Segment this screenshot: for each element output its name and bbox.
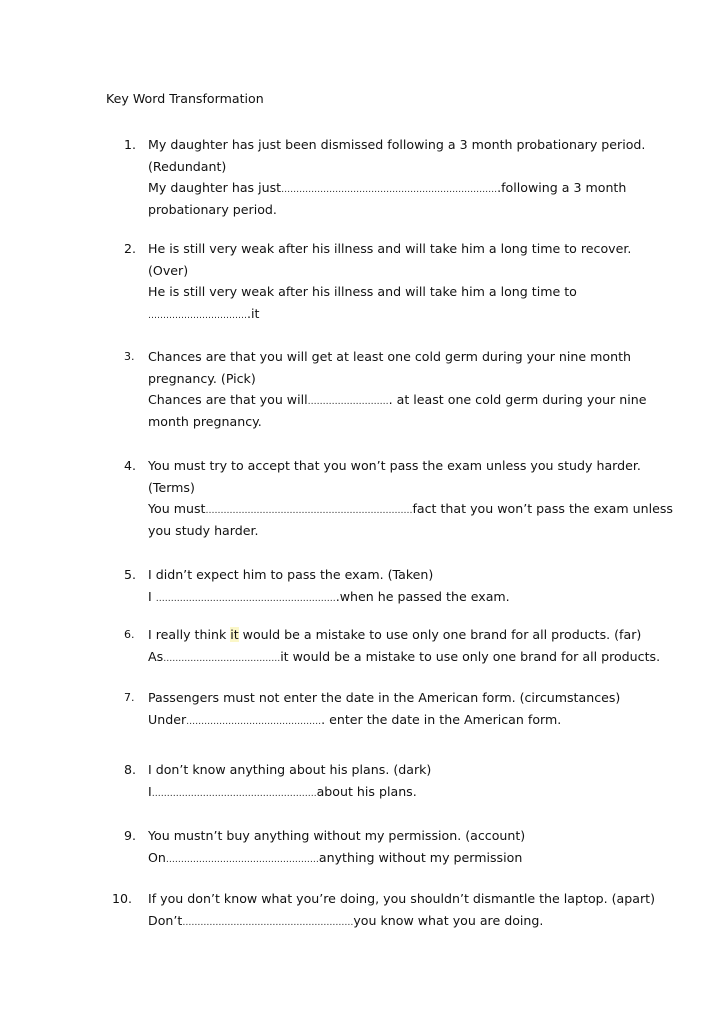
exercise-number: 7.	[124, 691, 135, 704]
line-text: .when he passed the exam.	[335, 588, 510, 604]
answer-blank: ……………………………………………	[165, 854, 319, 865]
line-text: . at least one cold germ during your nine	[388, 392, 647, 407]
answer-blank: …………………………………………………	[182, 917, 354, 928]
exercise-number: 3.	[124, 350, 135, 363]
exercise-line: He is still very weak after his illness and will take him a long time to recover.	[148, 241, 632, 256]
line-text: . enter the date in the American form.	[321, 711, 562, 727]
exercise-line: He is still very weak after his illness and will take him a long time to	[148, 284, 577, 299]
line-text: I	[148, 783, 152, 799]
exercise-line	[148, 712, 561, 727]
highlighted-word: it	[230, 627, 239, 642]
line-text: Under	[148, 711, 187, 727]
exercise-line: (Over)	[148, 262, 189, 278]
line-text: I really think	[148, 627, 231, 642]
exercise-line	[148, 784, 417, 799]
answer-blank: ………………………	[307, 397, 389, 407]
line-text: .following a 3 month	[497, 180, 627, 195]
exercise-line	[148, 649, 660, 664]
exercise-line: I didn’t expect him to pass the exam. (Taken)	[148, 567, 434, 582]
line-text: I	[148, 588, 156, 604]
exercise-line: month pregnancy.	[148, 413, 262, 429]
line-text: you know what you are doing.	[353, 912, 544, 928]
line-text: Chances are that you will	[148, 392, 308, 407]
exercise-number: 2.	[124, 241, 137, 256]
line-text: .it	[247, 305, 260, 321]
answer-blank: ……………………………………………………	[155, 593, 336, 604]
exercise-line	[148, 627, 641, 642]
exercise-line: My daughter has just been dismissed following a 3 month probationary period.	[148, 137, 646, 152]
exercise-number: 4.	[124, 458, 137, 473]
exercise-number: 6.	[124, 628, 135, 641]
line-text: Don’t	[148, 912, 183, 928]
exercise-line: Passengers must not enter the date in the American form. (circumstances)	[148, 690, 621, 705]
exercise-line: pregnancy. (Pick)	[148, 370, 256, 386]
exercise-line	[148, 180, 626, 195]
line-text: You must	[148, 501, 206, 516]
exercise-line: probationary period.	[148, 201, 277, 217]
line-text: about his plans.	[316, 783, 417, 799]
answer-blank: ……………………………………………………………	[205, 506, 413, 516]
line-text: it would be a mistake to use only one brand for all products.	[280, 648, 661, 664]
exercise-line: you study harder.	[148, 522, 259, 538]
answer-blank: ………………………………………………………………	[281, 185, 498, 195]
exercise-line: (Redundant)	[148, 158, 227, 174]
exercise-line	[148, 501, 673, 516]
exercise-line	[148, 850, 522, 865]
exercise-line: (Terms)	[148, 479, 195, 495]
answer-blank: ……………………………………………….	[151, 788, 317, 799]
answer-blank: ……………………………	[148, 310, 247, 321]
answer-blank: …………………………………	[163, 653, 281, 664]
exercise-line: You mustn’t buy anything without my permission. (account)	[148, 828, 526, 843]
exercise-line	[148, 589, 510, 604]
exercise-number: 8.	[124, 762, 137, 777]
line-text: fact that you won’t pass the exam unless	[412, 501, 673, 516]
line-text: My daughter has just	[148, 180, 282, 195]
worksheet-title: Key Word Transformation	[106, 91, 264, 106]
exercise-line: I don’t know anything about his plans. (dark)	[148, 762, 432, 777]
line-text: anything without my permission	[318, 849, 523, 865]
exercise-line	[148, 913, 543, 928]
line-text: would be a mistake to use only one brand for all products. (far)	[238, 627, 642, 642]
exercise-number: 5.	[124, 567, 137, 582]
exercise-line: You must try to accept that you won’t pass the exam unless you study harder.	[148, 458, 641, 473]
exercise-number: 9.	[124, 828, 137, 843]
exercise-line	[148, 392, 646, 407]
line-text: As	[148, 648, 164, 664]
line-text: On	[148, 849, 166, 865]
exercise-line: Chances are that you will get at least one cold germ during your nine month	[148, 349, 631, 364]
exercise-number: 1.	[124, 137, 137, 152]
exercise-line: If you don’t know what you’re doing, you shouldn’t dismantle the laptop. (apart)	[148, 891, 656, 906]
exercise-line	[148, 306, 259, 321]
answer-blank: ………………………………………	[186, 716, 322, 727]
exercise-number: 10.	[112, 891, 133, 906]
